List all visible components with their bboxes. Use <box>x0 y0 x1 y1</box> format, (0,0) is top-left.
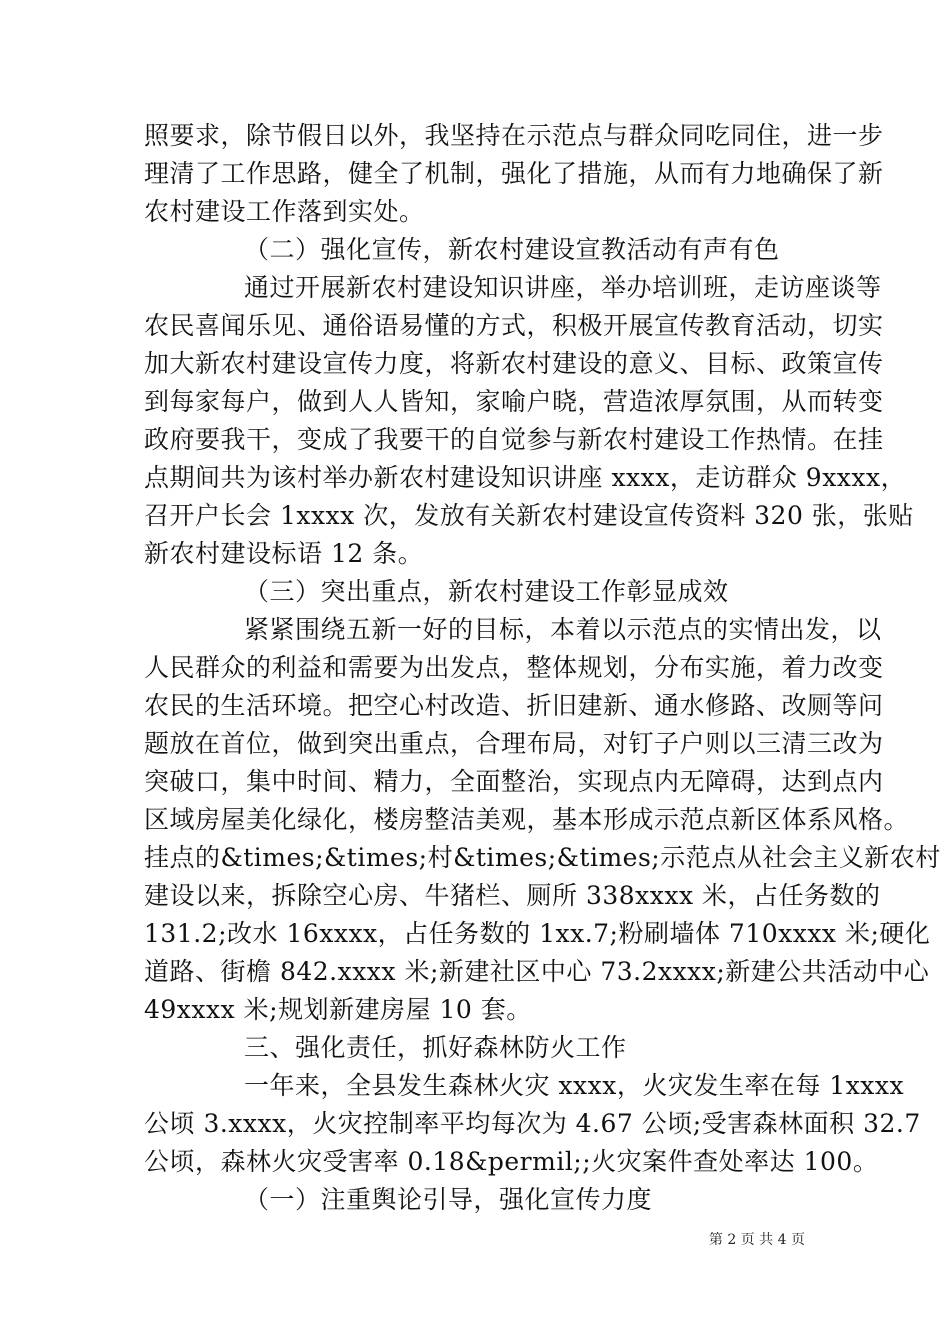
paragraph-start: 紧紧围绕五新一好的目标，本着以示范点的实情出发，以 <box>244 615 882 644</box>
section-heading: （二）强化宣传，新农村建设宣教活动有声有色 <box>244 235 780 264</box>
text-line: 挂点的&times;&times;村&times;&times;示范点从社会主义新农村 <box>144 843 941 872</box>
text-line: 理清了工作思路，健全了机制，强化了措施，从而有力地确保了新 <box>144 159 884 188</box>
text-line: 召开户长会 1xxxx 次，发放有关新农村建设宣传资料 320 张，张贴 <box>144 501 914 530</box>
text-line: 区域房屋美化绿化，楼房整洁美观，基本形成示范点新区体系风格。 <box>144 805 910 834</box>
text-line: 49xxxx 米;规划新建房屋 10 套。 <box>144 995 532 1024</box>
paragraph-start: 通过开展新农村建设知识讲座，举办培训班，走访座谈等 <box>244 273 882 302</box>
text-line: 公顷，森林火灾受害率 0.18&permil;;火灾案件查处率达 100。 <box>144 1147 879 1176</box>
text-line: 农民喜闻乐见、通俗语易懂的方式，积极开展宣传教育活动，切实 <box>144 311 884 340</box>
text-line: 题放在首位，做到突出重点，合理布局，对钉子户则以三清三改为 <box>144 729 884 758</box>
section-heading: 三、强化责任，抓好森林防火工作 <box>244 1033 627 1062</box>
text-line: 点期间共为该村举办新农村建设知识讲座 xxxx，走访群众 9xxxx， <box>144 463 907 492</box>
text-line: 加大新农村建设宣传力度，将新农村建设的意义、目标、政策宣传 <box>144 349 884 378</box>
text-line: 政府要我干，变成了我要干的自觉参与新农村建设工作热情。在挂 <box>144 425 884 454</box>
text-line: 131.2;改水 16xxxx，占任务数的 1xx.7;粉刷墙体 710xxxx 米;硬化 <box>144 919 931 948</box>
text-line: 农村建设工作落到实处。 <box>144 197 425 226</box>
text-line: 人民群众的利益和需要为出发点，整体规划，分布实施，着力改变 <box>144 653 884 682</box>
text-line: 到每家每户，做到人人皆知，家喻户晓，营造浓厚氛围，从而转变 <box>144 387 884 416</box>
text-line: 道路、街檐 842.xxxx 米;新建社区中心 73.2xxxx;新建公共活动中心 <box>144 957 930 986</box>
paragraph-start: 一年来，全县发生森林火灾 xxxx，火灾发生率在每 1xxxx <box>244 1071 905 1100</box>
page-number-footer: 第 2 页 共 4 页 <box>708 1232 805 1248</box>
text-line: 照要求，除节假日以外，我坚持在示范点与群众同吃同住，进一步 <box>144 121 884 150</box>
section-heading: （一）注重舆论引导，强化宣传力度 <box>244 1185 653 1214</box>
text-line: 建设以来，拆除空心房、牛猪栏、厕所 338xxxx 米，占任务数的 <box>144 881 881 910</box>
text-line: 农民的生活环境。把空心村改造、折旧建新、通水修路、改厕等问 <box>144 691 884 720</box>
text-line: 新农村建设标语 12 条。 <box>144 539 424 568</box>
text-line: 突破口，集中时间、精力，全面整治，实现点内无障碍，达到点内 <box>144 767 884 796</box>
text-line: 公顷 3.xxxx，火灾控制率平均每次为 4.67 公顷;受害森林面积 32.7 <box>144 1109 921 1138</box>
section-heading: （三）突出重点，新农村建设工作彰显成效 <box>244 577 729 606</box>
